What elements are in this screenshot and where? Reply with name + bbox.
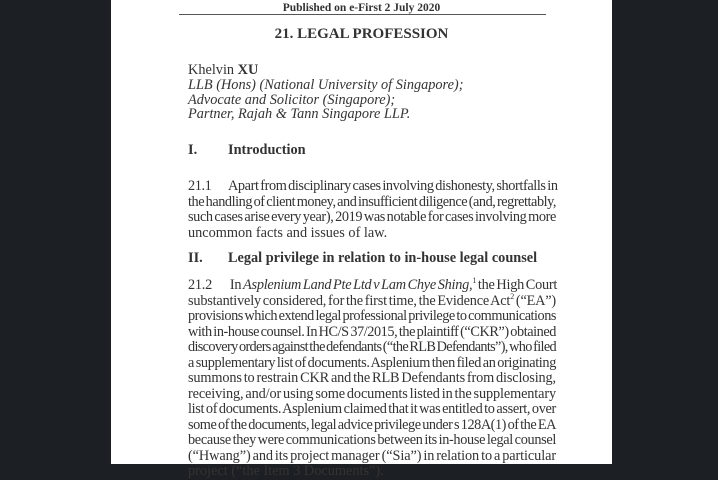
line-text: substantively considered, for the first time, the Evidence Act <box>188 292 511 309</box>
author-first-name: Khelvin <box>188 62 235 78</box>
paragraph-number: 21.2 <box>188 277 212 293</box>
footnote-ref[interactable]: 1 <box>472 276 477 286</box>
paragraph-line: the handling of client money, and insufficient diligence (and, regrettably, <box>188 193 556 210</box>
section-number: II. <box>188 250 203 266</box>
paragraph-line: with in-house counsel. In HC/S 37/2015, the plaintiff (“CKR”) obtained <box>188 323 556 340</box>
paragraph-line <box>188 291 556 310</box>
section-title: Legal privilege in relation to in-house legal counsel <box>228 250 538 266</box>
paragraph-line: a supplementary list of documents. Asplenium then filed an originating <box>188 354 556 371</box>
section-heading <box>188 143 556 159</box>
paragraph-line: (“Hwang”) and its project manager (“Sia”) in relation to a particular <box>188 447 556 464</box>
paragraph-line: receiving, and/or using some documents listed in the supplementary <box>188 385 556 402</box>
paragraph-number: 21.1 <box>188 178 212 194</box>
case-name: Asplenium Land Pte Ltd v Lam Chye Shing, <box>243 277 473 293</box>
author-last-name: XU <box>237 62 259 78</box>
paragraph-line: summons to restrain CKR and the RLB Defendants from disclosing, <box>188 370 556 386</box>
line-text: Apart from disciplinary cases involving dishonesty, shortfalls in <box>228 178 558 194</box>
footnote-ref[interactable]: 2 <box>510 291 514 301</box>
paragraph-line: because they were communications between its in-house legal counsel <box>188 432 556 448</box>
line-text: In <box>229 277 242 293</box>
paragraph-line: such cases arise every year), 2019 was notable for cases involving more <box>188 209 556 225</box>
line-text: the High Court <box>477 277 558 293</box>
chapter-title: 21. LEGAL PROFESSION <box>274 26 449 42</box>
paragraph-line <box>188 278 557 294</box>
author-credential: LLB (Hons) (National University of Singapore); <box>188 77 464 93</box>
paragraph-line: discovery orders against the defendants (“the RLB Defendants”), who filed <box>188 339 556 355</box>
line-text: (“EA”) <box>515 292 556 309</box>
section-heading <box>188 251 556 267</box>
document-page <box>111 0 612 479</box>
author-credential: Advocate and Solicitor (Singapore); <box>188 92 396 108</box>
section-title: Introduction <box>228 142 306 158</box>
paragraph-line <box>188 179 558 195</box>
paragraph-line: uncommon facts and issues of law. <box>188 224 388 241</box>
published-header: Published on e-First 2 July 2020 <box>282 2 441 14</box>
section-number: I. <box>188 142 198 158</box>
paragraph-line: provisions which extend legal professional privilege to communications <box>188 308 556 324</box>
header-rule <box>179 14 546 15</box>
paragraph-line: project (“the Item 3 Documents”). <box>188 463 384 479</box>
author-credential: Partner, Rajah & Tann Singapore LLP. <box>188 106 411 122</box>
paragraph-line: list of documents. Asplenium claimed that it was entitled to assert, over <box>188 401 556 417</box>
paragraph-line: some of the documents, legal advice privilege under s 128A(1) of the EA <box>188 416 556 433</box>
